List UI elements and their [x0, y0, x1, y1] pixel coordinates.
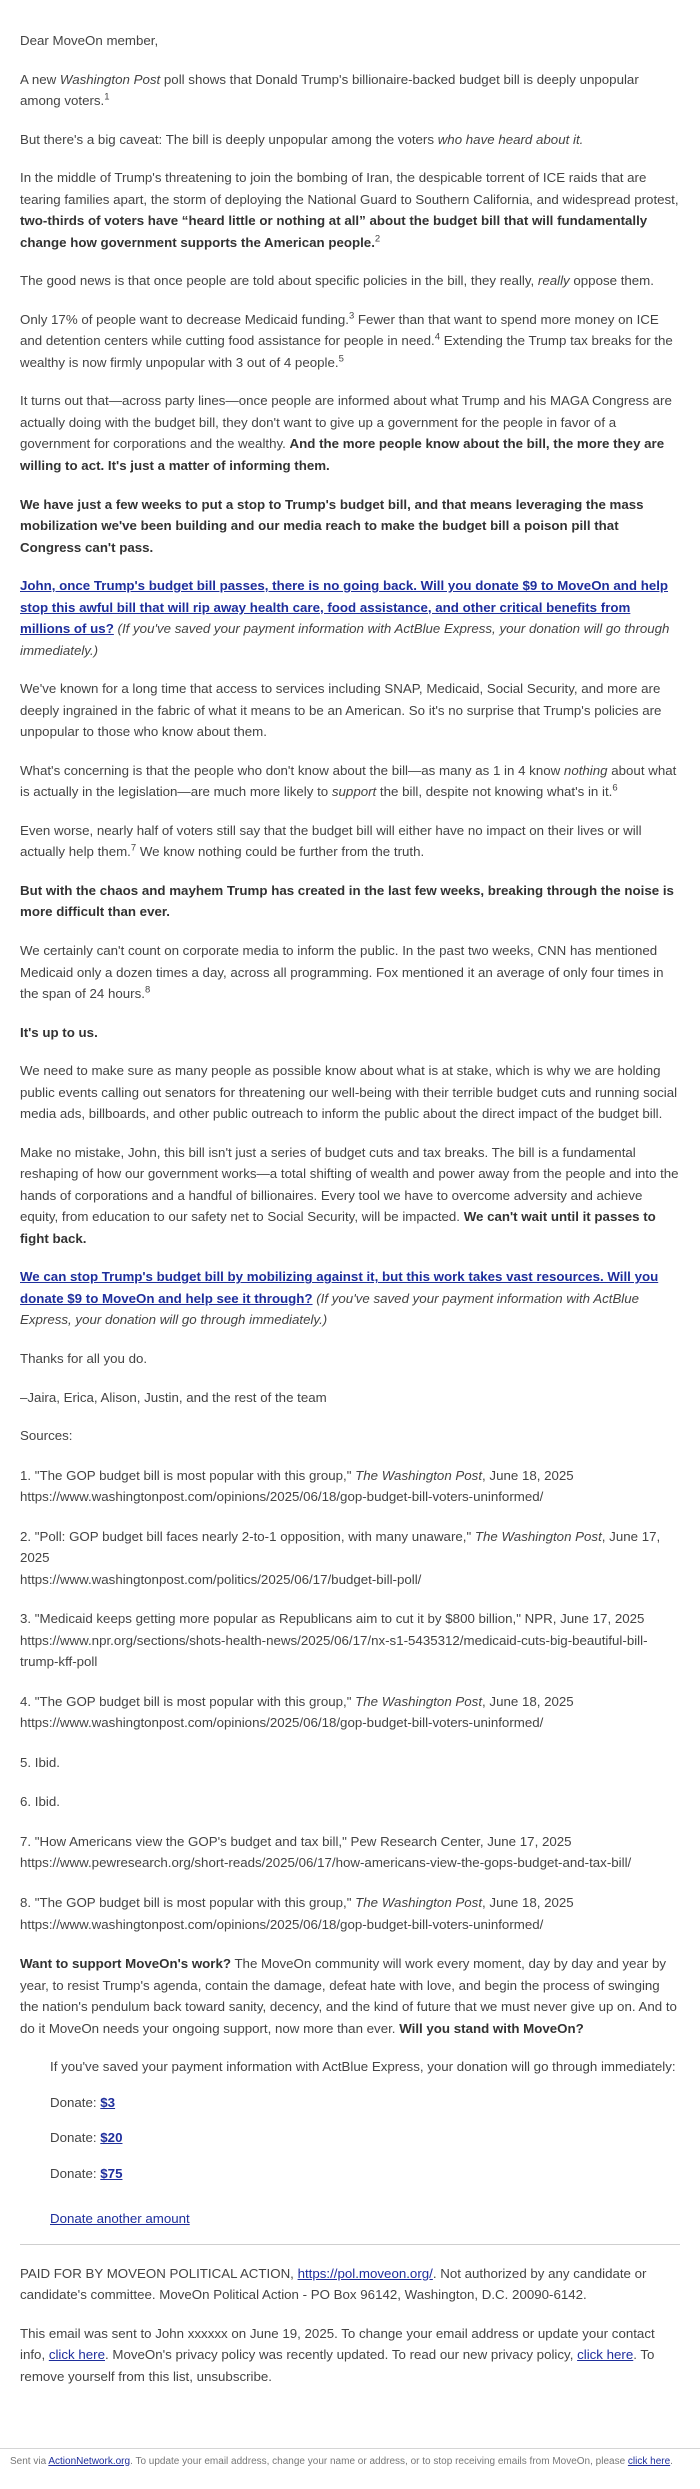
text: What's concerning is that the people who don't know about the bill—as many as 1 in 4 know: [20, 762, 564, 778]
source-4: [20, 1691, 680, 1734]
sources-section: [20, 1425, 680, 1935]
text: about what is actually in the legislation—are much more likely to: [20, 762, 677, 800]
paragraph-chaos: But with the chaos and mayhem Trump has created in the last few weeks, breaking through the noise is more difficult than ever.: [20, 882, 674, 920]
footnote-marker: 7: [130, 842, 137, 854]
spacer: [50, 2198, 680, 2208]
signoff: –Jaira, Erica, Alison, Justin, and the rest of the team: [20, 1389, 327, 1405]
text: Extending the Trump tax breaks for the wealthy is now firmly unpopular with 3 out of 4 people.: [20, 333, 673, 370]
donate-9-link[interactable]: John, once Trump's budget bill passes, there is no going back. Will you donate $9 to MoveOn and help stop this awful bill that will rip away health care, food assistance, and other critical benefits from millions of us?: [20, 578, 669, 637]
text: . MoveOn's privacy policy was recently updated. To read our new privacy policy,: [105, 2347, 578, 2363]
source-date: , June 18, 2025: [482, 1467, 574, 1483]
paragraph-even-worse: [20, 820, 680, 863]
source-3: [20, 1608, 680, 1673]
sources-label: Sources:: [20, 1428, 73, 1444]
donation-ask-2: [20, 1266, 680, 1331]
publication-name: The Washington Post: [355, 1467, 483, 1483]
footnote-marker: 5: [338, 353, 344, 365]
bold-text: Want to support MoveOn's work?: [20, 1956, 231, 1972]
text: Only 17% of people want to decrease Medicaid funding.: [20, 311, 349, 327]
source-url: https://www.pewresearch.org/short-reads/2025/06/17/how-americans-view-the-gops-budget-and-tax-bill/: [20, 1855, 632, 1871]
footnote-marker: 6: [612, 782, 618, 794]
source-7: [20, 1831, 680, 1874]
donate-other-row: [50, 2208, 680, 2230]
divider: [20, 2244, 680, 2245]
donate-prefix: Donate:: [50, 2165, 101, 2181]
paragraph-media: [20, 940, 680, 1005]
text: . To update your email address, change your name or address, or to stop receiving emails from MoveOn, please: [130, 2455, 628, 2467]
support-paragraph: [20, 1953, 680, 2039]
bold-text: Will you stand with MoveOn?: [399, 2020, 584, 2036]
source-8: [20, 1892, 680, 1935]
text: We certainly can't count on corporate media to inform the public. In the past two weeks, CNN has mentioned Medicaid only a dozen times a day, across all programming. Fox mentioned it an average of only four times in the span of 24 hours.: [20, 943, 664, 1002]
actblue-note: (If you've saved your payment information with ActBlue Express, your donation will go through immediately.): [20, 1290, 640, 1328]
paragraph-stats: [20, 309, 680, 374]
pol-moveon-link[interactable]: https://pol.moveon.org/: [297, 2265, 433, 2281]
donate-prefix: Donate:: [50, 2094, 101, 2110]
donate-75-link[interactable]: $75: [100, 2165, 123, 2181]
text: This email was sent to John xxxxxx on June 19, 2025. To change your email address or update your contact info,: [20, 2325, 655, 2363]
text: The MoveOn community will work every moment, day by day and year by year, to resist Trump's agenda, contain the damage, defeat hate with love, and begin the process of swinging the nation's pendulum back toward sanity, decency, and the kind of future that we must never give up on. And to do it MoveOn needs your ongoing support, now more than ever.: [20, 1956, 677, 2036]
source-6: 6. Ibid.: [20, 1794, 60, 1810]
source-url: https://www.washingtonpost.com/opinions/2025/06/18/gop-budget-bill-voters-uninformed/: [20, 1489, 544, 1505]
source-date: , June 18, 2025: [482, 1693, 574, 1709]
paragraph-up-to-us: It's up to us.: [20, 1024, 98, 1040]
donate-prefix: Donate:: [50, 2130, 101, 2146]
footnote-marker: 3: [348, 310, 355, 322]
actionnetwork-link[interactable]: ActionNetwork.org: [48, 2455, 131, 2467]
donate-3-link[interactable]: $3: [100, 2094, 116, 2110]
text: poll shows that Donald Trump's billionaire-backed budget bill is deeply unpopular among voters.: [20, 71, 639, 109]
source-url: https://www.washingtonpost.com/opinions/2025/06/18/gop-budget-bill-voters-uninformed/: [20, 1916, 544, 1932]
source-1: [20, 1465, 680, 1508]
source-title: 3. "Medicaid keeps getting more popular as Republicans aim to cut it by $800 billion," NPR, June 17, 2025: [20, 1611, 645, 1627]
donate-block: [20, 2056, 680, 2230]
paragraph-services: We've known for a long time that access to services including SNAP, Medicaid, Social Security, and more are deeply ingrained in the fabric of what it means to be an American. So it's no surprise that Trump's policies are unpopular to those who know about them.: [20, 681, 662, 740]
text: It turns out that—across party lines—once people are informed about what Trump and his MAGA Congress are actually doing with the budget bill, they don't want to give up a government for the people in favor of a government for corporations and the wealthy.: [20, 393, 672, 452]
donate-another-amount-link[interactable]: Donate another amount: [50, 2211, 190, 2227]
paragraph-context: [20, 167, 680, 253]
bold-text: We can't wait until it passes to fight back.: [20, 1209, 656, 1246]
source-url: https://www.npr.org/sections/shots-health-news/2025/06/17/nx-s1-5435312/medicaid-cuts-big-beautiful-bill-trump-kff-poll: [20, 1632, 648, 1670]
text: In the middle of Trump's threatening to join the bombing of Iran, the despicable torrent of ICE raids that are tearing families apart, the storm of deploying the National Guard to Southern California, and widespread protest,: [20, 170, 679, 207]
text: .: [670, 2455, 673, 2467]
donate-row-20: [50, 2127, 680, 2149]
paragraph-events: We need to make sure as many people as possible know about what is at stake, which is why we are holding public events calling out senators for threatening our well-being with their terrible budget cuts and running social media ads, billboards, and other public outreach to inform the public about the direct impact of the budget bill.: [20, 1063, 678, 1122]
source-title: 1. "The GOP budget bill is most popular with this group,": [20, 1467, 356, 1483]
source-5: 5. Ibid.: [20, 1754, 60, 1770]
donate-row-3: [50, 2092, 680, 2114]
text: Fewer than that want to spend more money on ICE and detention centers while cutting food assistance for people in need.: [20, 311, 659, 349]
donate-20-link[interactable]: $20: [100, 2130, 123, 2146]
update-contact-link[interactable]: click here: [48, 2347, 105, 2363]
text: Even worse, nearly half of voters still say that the budget bill will either have no impact on their lives or will actually help them.: [20, 822, 642, 860]
source-url: https://www.washingtonpost.com/politics/2025/06/17/budget-bill-poll/: [20, 1571, 422, 1587]
source-title: 8. "The GOP budget bill is most popular with this group,": [20, 1895, 356, 1910]
text: We know nothing could be further from the truth.: [136, 844, 425, 860]
emphasis: support: [331, 784, 377, 800]
unsubscribe-link[interactable]: click here: [627, 2455, 671, 2467]
donate-intro: If you've saved your payment information with ActBlue Express, your donation will go through immediately:: [50, 2059, 676, 2075]
paragraph-few-weeks: We have just a few weeks to put a stop to Trump's budget bill, and that means leveraging the mass mobilization we've been building and our media reach to make the budget bill a poison pill that Congress can't pass.: [20, 496, 644, 555]
publication-name: The Washington Post: [355, 1693, 483, 1709]
bold-text: two-thirds of voters have “heard little or nothing at all” about the budget bill that will fundamentally change how government supports the American people.: [20, 213, 648, 250]
footer: [0, 2448, 700, 2480]
text: Make no mistake, John, this bill isn't just a series of budget cuts and tax breaks. The bill is a fundamental reshaping of how our government works—a total shifting of wealth and power away from the people and into the hands of corporations and a handful of billionaires. Every tool we have to overcome adversity and achieve equity, from education to our safety net to Social Security, will be impacted.: [20, 1144, 679, 1225]
text: A new: [20, 71, 60, 87]
source-2: [20, 1526, 680, 1591]
donation-ask-1: [20, 575, 680, 661]
paid-for-disclaimer: [20, 2263, 680, 2306]
publication-name: Washington Post: [59, 71, 161, 87]
text: . Not authorized by any candidate or candidate's committee. MoveOn Political Action - PO Box 96142, Washington, D.C. 20090-6142.: [20, 2265, 647, 2303]
actblue-note: (If you've saved your payment information with ActBlue Express, your donation will go through immediately.): [20, 621, 670, 658]
paragraph-no-mistake: [20, 1142, 680, 1250]
text: Sent via: [10, 2455, 49, 2467]
text: But there's a big caveat: The bill is deeply unpopular among the voters: [20, 131, 438, 147]
greeting: Dear MoveOn member,: [20, 33, 159, 48]
privacy-policy-link[interactable]: click here: [577, 2347, 634, 2363]
paragraph-party-lines: [20, 390, 680, 476]
paragraph-caveat: [20, 129, 680, 151]
paragraph-poll: [20, 69, 680, 112]
donate-row-75: [50, 2163, 680, 2185]
footnote-marker: 8: [144, 984, 151, 996]
footnote-marker: 1: [104, 91, 110, 103]
paragraph-good-news: [20, 270, 680, 292]
source-title: 7. "How Americans view the GOP's budget and tax bill," Pew Research Center, June 17, 2025: [20, 1833, 572, 1849]
thanks: Thanks for all you do.: [20, 1350, 148, 1366]
publication-name: The Washington Post: [355, 1895, 483, 1910]
paragraph-concerning: [20, 760, 680, 803]
emphasis: who have heard about it.: [437, 131, 584, 147]
source-title: 4. "The GOP budget bill is most popular with this group,": [20, 1693, 356, 1709]
source-title: 2. "Poll: GOP budget bill faces nearly 2-to-1 opposition, with many unaware,": [20, 1528, 475, 1544]
emphasis: really: [537, 273, 570, 289]
source-date: , June 17, 2025: [20, 1528, 661, 1566]
source-date: , June 18, 2025: [482, 1895, 574, 1910]
footnote-marker: 2: [374, 233, 381, 245]
text: the bill, despite not knowing what's in it.: [376, 784, 613, 800]
donate-9-link-2[interactable]: We can stop Trump's budget bill by mobilizing against it, but this work takes vast resources. Will you donate $9 to MoveOn and help see it through?: [20, 1269, 659, 1306]
text: oppose them.: [569, 273, 654, 289]
footnote-marker: 4: [434, 331, 440, 343]
text: The good news is that once people are told about specific policies in the bill, they really,: [20, 273, 538, 289]
emphasis: nothing: [563, 762, 608, 778]
publication-name: The Washington Post: [474, 1528, 602, 1544]
text: PAID FOR BY MOVEON POLITICAL ACTION,: [20, 2265, 298, 2281]
source-url: https://www.washingtonpost.com/opinions/2025/06/18/gop-budget-bill-voters-uninformed/: [20, 1715, 544, 1731]
bold-text: And the more people know about the bill, the more they are willing to act. It's just a matter of informing them.: [20, 436, 665, 473]
sent-to-notice: [20, 2323, 680, 2388]
text: . To remove yourself from this list, unsubscribe.: [20, 2347, 655, 2384]
